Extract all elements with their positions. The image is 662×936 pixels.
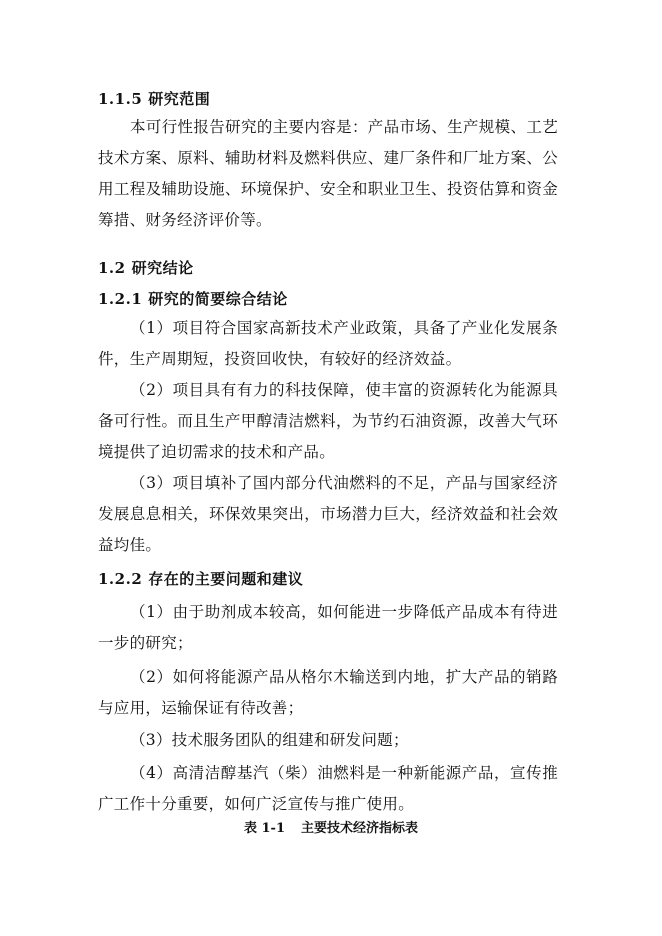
paragraph-issue-1: （1）由于助剂成本较高，如何能进一步降低产品成本有待进一步的研究； [98,603,558,652]
paragraph-conclusion-1: （1）项目符合国家高新技术产业政策，具备了产业化发展条件，生产周期短，投资回收快，有较好的经济效益。 [98,319,558,368]
paragraph-issue-4: （4）高清洁醇基汽（柴）油燃料是一种新能源产品，宣传推广工作十分重要，如何广泛宣传与推广使用。 [98,764,558,813]
section-number: 1.2.1 [98,290,143,308]
section-number: 1.2.2 [98,570,143,588]
section-title: 存在的主要问题和建议 [148,570,304,588]
section-heading-1-2 [98,258,194,278]
section-heading-1-2-2 [98,569,303,589]
table-caption-label: 表 1-1 [243,821,285,836]
table-caption [0,820,662,838]
paragraph-issue-2: （2）如何将能源产品从格尔木输送到内地，扩大产品的销路与应用，运输保证有待改善； [98,668,558,717]
section-number: 1.2 [98,259,126,277]
paragraph-scope: 本可行性报告研究的主要内容是：产品市场、生产规模、工艺技术方案、原料、辅助材料及燃料供应、建厂条件和厂址方案、公用工程及辅助设施、环境保护、安全和职业卫生、投资估算和资金筹措、财务经济评价等。 [98,118,558,229]
section-title: 研究范围 [148,90,211,108]
section-number: 1.1.5 [98,90,143,108]
section-title: 研究的简要综合结论 [148,290,288,308]
section-title: 研究结论 [131,259,194,277]
paragraph-conclusion-3: （3）项目填补了国内部分代油燃料的不足，产品与国家经济发展息息相关，环保效果突出，市场潜力巨大，经济效益和社会效益均佳。 [98,474,558,554]
paragraph-conclusion-2: （2）项目具有有力的科技保障，使丰富的资源转化为能源具备可行性。而且生产甲醇清洁燃料，为节约石油资源，改善大气环境提供了迫切需求的技术和产品。 [98,381,558,461]
section-heading-1-1-5 [98,89,210,109]
paragraph-issue-3: （3）技术服务团队的组建和研发问题； [130,731,409,749]
table-caption-title: 主要技术经济指标表 [301,821,419,836]
section-heading-1-2-1 [98,289,288,309]
